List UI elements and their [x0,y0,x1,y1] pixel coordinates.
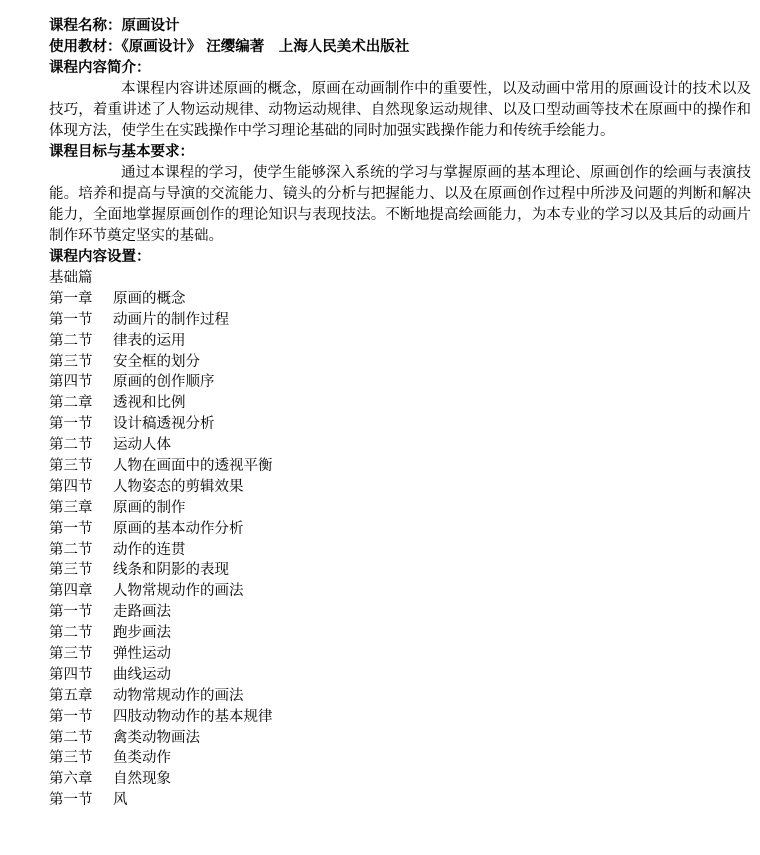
content-heading: 课程内容设置： [49,249,151,265]
outline-item-title: 风 [113,792,128,809]
outline-item-title: 原画的制作 [113,499,186,516]
outline-item [49,769,751,790]
outline-item-number: 第二节 [49,625,93,642]
outline-item-title: 弹性运动 [113,646,171,663]
outline-item-title: 律表的运用 [113,332,186,349]
outline-item [49,372,751,393]
outline-item-number: 第四节 [49,666,93,683]
outline-item-number: 第二节 [49,541,93,558]
outline-item [49,623,751,644]
outline-item [49,665,751,686]
textbook-line: 使用教材：《原画设计》 汪缨编著 上海人民美术出版社 [49,39,410,55]
outline-item [49,331,751,352]
outline-item [49,602,751,623]
outline-item [49,686,751,707]
course-outline [49,268,751,811]
outline-item [49,435,751,456]
outline-item-title: 禽类动物画法 [113,729,200,746]
intro-heading: 课程内容简介： [49,60,151,76]
outline-item-number: 第三节 [49,750,93,767]
outline-item-title: 原画的创作顺序 [113,374,215,391]
course-name: 课程名称：原画设计 [49,18,180,34]
outline-item [49,477,751,498]
outline-item-title: 动物常规动作的画法 [113,687,244,704]
outline-item-number: 第二节 [49,437,93,454]
outline-item-number: 第一节 [49,792,93,809]
outline-item [49,393,751,414]
outline-item-title: 设计稿透视分析 [113,416,215,433]
outline-item-title: 线条和阴影的表现 [113,562,229,579]
outline-item-number: 第三章 [49,499,93,516]
outline-item-title: 原画的概念 [113,290,186,307]
outline-item [49,456,751,477]
outline-item-title: 自然现象 [113,771,171,788]
outline-item-title: 动画片的制作过程 [113,311,229,328]
outline-item-title: 跑步画法 [113,625,171,642]
outline-item [49,519,751,540]
outline-item [49,644,751,665]
course-document [49,16,751,811]
outline-item [49,498,751,519]
outline-item-number: 第一章 [49,290,93,307]
outline-item [49,289,751,310]
outline-item-title: 人物姿态的剪辑效果 [113,478,244,495]
outline-item [49,790,751,811]
outline-item-title: 人物常规动作的画法 [113,583,244,600]
outline-item-number: 第三节 [49,646,93,663]
outline-item [49,748,751,769]
outline-item-number: 第三节 [49,458,93,475]
outline-item-number: 第五章 [49,687,93,704]
outline-item [49,540,751,561]
outline-item [49,560,751,581]
outline-item [49,414,751,435]
outline-item-title: 动作的连贯 [113,541,186,558]
part-label: 基础篇 [49,270,93,286]
outline-item [49,707,751,728]
outline-item-title: 曲线运动 [113,666,171,683]
outline-item-number: 第二节 [49,332,93,349]
outline-item-number: 第一节 [49,708,93,725]
outline-item-title: 原画的基本动作分析 [113,520,244,537]
outline-item-title: 透视和比例 [113,395,186,412]
outline-item-title: 鱼类动作 [113,750,171,767]
outline-item-number: 第一节 [49,520,93,537]
outline-item-number: 第三节 [49,353,93,370]
outline-item [49,352,751,373]
outline-item-title: 运动人体 [113,437,171,454]
outline-item-number: 第六章 [49,771,93,788]
outline-item-title: 走路画法 [113,604,171,621]
outline-item-number: 第三节 [49,562,93,579]
outline-item-number: 第二章 [49,395,93,412]
outline-item-number: 第一节 [49,604,93,621]
outline-item-number: 第一节 [49,416,93,433]
outline-item [49,728,751,749]
outline-item-title: 四肢动物动作的基本规律 [113,708,273,725]
outline-item-number: 第二节 [49,729,93,746]
outline-item-number: 第一节 [49,311,93,328]
outline-item-number: 第四节 [49,374,93,391]
outline-item [49,581,751,602]
goals-paragraph: 通过本课程的学习，使学生能够深入系统的学习与掌握原画的基本理论、原画创作的绘画与表演技能。培养和提高与导演的交流能力、镜头的分析与把握能力、以及在原画创作过程中所涉及问题的判断和解决能力，全面地掌握原画创作的理论知识与表现技法。不断地提高绘画能力，为本专业的学习以及其后的动画片制作环节奠定坚实的基础。 [49,165,751,244]
outline-item-title: 人物在画面中的透视平衡 [113,458,273,475]
outline-item [49,310,751,331]
outline-item-number: 第四节 [49,478,93,495]
outline-item-number: 第四章 [49,583,93,600]
outline-item-title: 安全框的划分 [113,353,200,370]
goals-heading: 课程目标与基本要求： [49,144,194,160]
intro-paragraph: 本课程内容讲述原画的概念，原画在动画制作中的重要性，以及动画中常用的原画设计的技术以及技巧，着重讲述了人物运动规律、动物运动规律、自然现象运动规律、以及口型动画等技术在原画中的操作和体现方法，使学生在实践操作中学习理论基础的同时加强实践操作能力和传统手绘能力。 [49,81,751,139]
